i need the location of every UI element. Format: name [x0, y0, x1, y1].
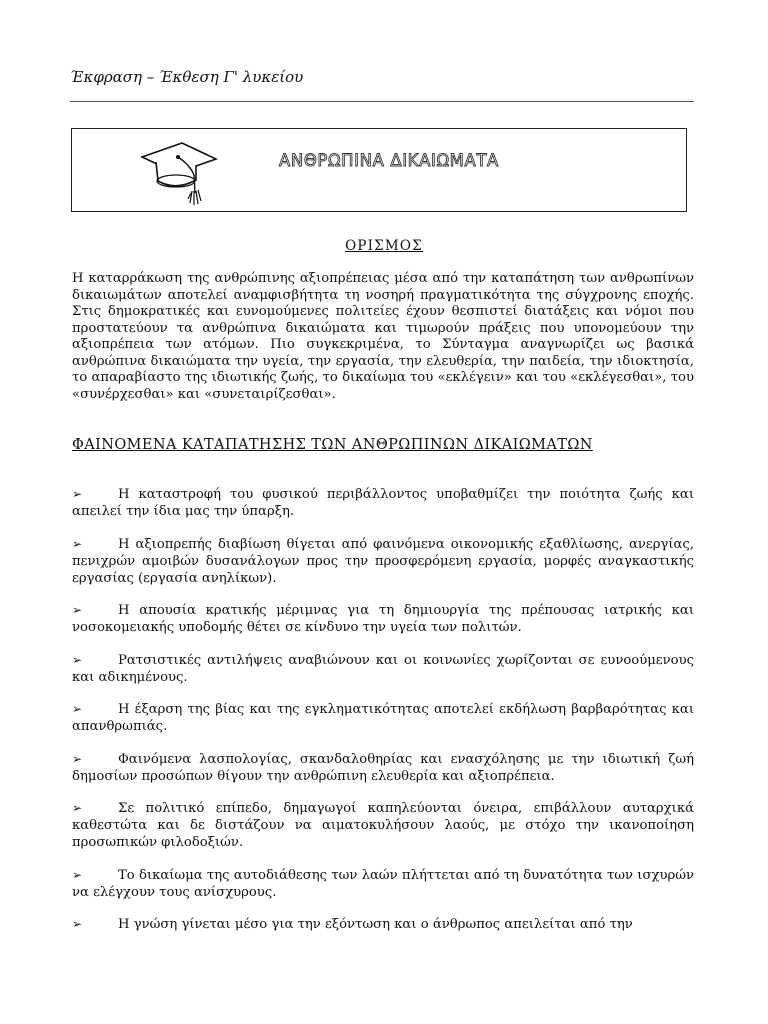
arrow-bullet-icon: ➢ — [72, 751, 83, 766]
arrow-bullet-icon: ➢ — [72, 603, 83, 617]
list-item — [72, 602, 694, 636]
definition-heading: ΟΡΙΣΜΟΣ — [345, 238, 423, 254]
arrow-bullet-icon: ➢ — [72, 487, 83, 501]
arrow-bullet-icon: ➢ — [72, 917, 83, 931]
list-item-text: Φαινόμενα λασπολογίας, σκανδαλοθηρίας και ενασχόλησης με την ιδιωτική ζωή δημοσίων προσώπων θίγουν την ανθρώπινη ελευθερία και αξιοπρέπεια. — [72, 751, 694, 784]
phenomena-heading: ΦΑΙΝΟΜΕΝΑ ΚΑΤΑΠΑΤΗΣΗΣ ΤΩΝ ΑΝΘΡΩΠΙΝΩΝ ΔΙΚΑΙΩΜΑΤΩΝ — [72, 437, 593, 453]
list-item-text: Η έξαρση της βίας και της εγκληματικότητας αποτελεί εκδήλωση βαρβαρότητας και απανθρωπιάς. — [72, 702, 694, 734]
arrow-bullet-icon: ➢ — [72, 536, 83, 551]
list-item — [72, 536, 694, 587]
list-item-text: Η απουσία κρατικής μέριμνας για τη δημιουργία της πρέπουσας ιατρικής και νοσοκομειακής υποδομής θέτει σε κίνδυνο την υγεία των πολιτών. — [72, 603, 694, 635]
arrow-bullet-icon: ➢ — [72, 652, 83, 667]
phenomena-list — [72, 486, 694, 949]
list-item-text: Η αξιοπρεπής διαβίωση θίγεται από φαινόμενα οικονομικής εξαθλίωσης, ανεργίας, πενιχρών αμοιβών δυσανάλογων προς την προσφερόμενη εργασία, μορφές αναγκαστικής εργασίας (εργασία ανηλίκων). — [72, 536, 694, 586]
arrow-bullet-icon: ➢ — [72, 702, 83, 716]
list-item — [72, 751, 694, 785]
main-title: ΑΝΘΡΩΠΙΝΑ ΔΙΚΑΙΩΜΑΤΑ — [279, 151, 499, 170]
list-item-text: Η καταστροφή του φυσικού περιβάλλοντος υποβαθμίζει την ποιότητα ζωής και απειλεί την ίδια μας την ύπαρξη. — [72, 487, 694, 519]
list-item — [72, 800, 694, 851]
document-header: Έκφραση – Έκθεση Γ' λυκείου — [70, 68, 304, 86]
arrow-bullet-icon: ➢ — [72, 867, 83, 882]
arrow-bullet-icon: ➢ — [72, 801, 83, 815]
header-divider — [70, 101, 694, 102]
list-item — [72, 867, 694, 901]
list-item-text: Ρατσιστικές αντιλήψεις αναβιώνουν και οι κοινωνίες χωρίζονται σε ευνοούμενους και αδικημένους. — [72, 652, 694, 685]
graduation-cap-icon — [138, 135, 220, 209]
title-box — [71, 128, 687, 212]
list-item-text: Η γνώση γίνεται μέσο για την εξόντωση και ο άνθρωπος απειλείται από την — [118, 917, 633, 932]
list-item — [72, 486, 694, 520]
list-item — [72, 916, 694, 933]
list-item — [72, 701, 694, 735]
list-item-text: Σε πολιτικό επίπεδο, δημαγωγοί καπηλεύονται όνειρα, επιβάλλουν αυταρχικά καθεστώτα και δε διστάζουν να αιματοκυλήσουν λαούς, με στόχο την ικανοποίηση προσωπικών φιλοδοξιών. — [72, 801, 694, 850]
list-item-text: Το δικαίωμα της αυτοδιάθεσης των λαών πλήττεται από τη δυνατότητα των ισχυρών να ελέγχουν τους ανίσχυρους. — [72, 867, 694, 900]
definition-paragraph: Η καταρράκωση της ανθρώπινης αξιοπρέπειας μέσα από την καταπάτηση των ανθρωπίνων δικαιωμάτων αποτελεί αναμφισβήτητα τη νοσηρή πραγματικότητα της σύγχρονης εποχής. Στις δημοκρατικές και ευνομούμενες πολιτείες έχουν θεσπιστεί διατάξεις και νόμοι που προστατεύουν τα ανθρώπινα δικαιώματα και τιμωρούν πράξεις που υπονομεύουν την αξιοπρέπεια των ατόμων. Πιο συγκεκριμένα, το Σύνταγμα αναγνωρίζει ως βασικά ανθρώπινα δικαιώματα την υγεία, την εργασία, την ελευθερία, την παιδεία, την ιδιοκτησία, το απαραβίαστο της ιδιωτικής ζωής, το δικαίωμα του «εκλέγειν» και του «εκλέγεσθαι», του «συνέρχεσθαι» και «συνεταιρίζεσθαι». — [72, 271, 694, 402]
list-item — [72, 652, 694, 686]
